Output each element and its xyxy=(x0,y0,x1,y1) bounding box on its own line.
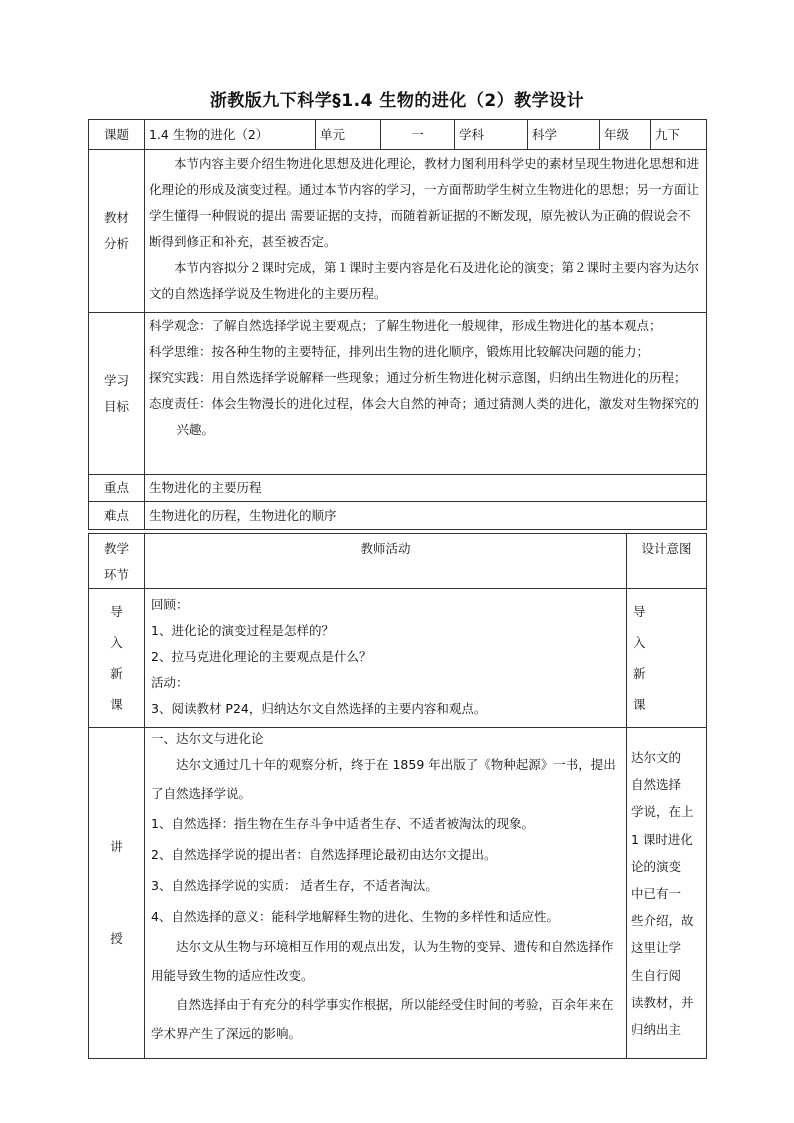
objectives-label: 学习 目标 xyxy=(89,313,145,475)
subject-value: 科学 xyxy=(528,120,600,150)
lecture-item: 4、自然选择的意义：能科学地解释生物的进化、生物的多样性和适应性。 xyxy=(151,909,559,924)
analysis-label: 教材 分析 xyxy=(89,150,145,313)
intro-line: 活动： xyxy=(151,675,189,690)
stage-header: 教学 环节 xyxy=(89,534,145,589)
lecture-heading: 一、达尔文与进化论 xyxy=(151,731,264,746)
analysis-paragraph-1: 本节内容主要介绍生物进化思想及进化理论，教材力图利用科学史的素材呈现生物进化思想和进化理论的形成及演变过程。通过本节内容的学习，一方面帮助学生树立生物进化的思想；另一方面让学生懂得一种假说的提出 需要证据的支持，而随着新证据的不断发现，原先被认为正确的假说会不断得到修正和补充，甚至被否定。 xyxy=(149,156,700,249)
objective-item: 探究实践：用自然选择学说解释一些现象；通过分析生物进化树示意图，归纳出生物进化的历程； xyxy=(149,370,687,385)
unit-value: 一 xyxy=(381,120,455,150)
lecture-item: 2、自然选择学说的提出者：自然选择理论最初由达尔文提出。 xyxy=(151,847,497,862)
unit-label: 单元 xyxy=(316,120,381,150)
lecture-stage: 讲 授 xyxy=(89,728,145,1059)
topic-value: 1.4 生物的进化（2） xyxy=(145,120,316,150)
grade-label: 年级 xyxy=(600,120,651,150)
intro-stage: 导 入 新 课 xyxy=(89,589,145,728)
key-point-label: 重点 xyxy=(89,475,145,502)
intro-line: 1、进化论的演变过程是怎样的？ xyxy=(151,623,334,638)
objective-item: 态度责任：体会生物漫长的进化过程，体会大自然的神奇；通过猜测人类的进化，激发对生物探究的兴趣。 xyxy=(149,396,700,437)
intro-line: 2、拉马克进化理论的主要观点是什么？ xyxy=(151,649,372,664)
subject-label: 学科 xyxy=(455,120,528,150)
intro-intent: 导 入 新 课 xyxy=(627,589,707,728)
key-point-value: 生物进化的主要历程 xyxy=(145,475,707,502)
lecture-item: 1、自然选择：指生物在生存斗争中适者生存、不适者被淘汰的现象。 xyxy=(151,816,534,831)
lesson-info-table xyxy=(88,119,707,530)
objective-item: 科学思维：按各种生物的主要特征，排列出生物的进化顺序，锻炼用比较解决问题的能力； xyxy=(149,344,650,359)
lecture-intent: 达尔文的 自然选择 学说，在上 1 课时进化 论的演变 中已有一 些介绍，故 这里让学 生自行阅 读教材，并 归纳出主 xyxy=(627,728,707,1059)
analysis-paragraph-2: 本节内容拟分２课时完成，第１课时主要内容是化石及进化论的演变；第２课时主要内容为达尔文的自然选择学说及生物进化的主要历程。 xyxy=(149,260,700,301)
teaching-process-table xyxy=(88,533,707,1059)
intro-line: 回顾： xyxy=(151,597,189,612)
difficulty-label: 难点 xyxy=(89,502,145,530)
teacher-activity-header: 教师活动 xyxy=(145,534,627,589)
objective-item: 科学观念：了解自然选择学说主要观点；了解生物进化一般规律，形成生物进化的基本观点； xyxy=(149,318,662,333)
difficulty-value: 生物进化的历程，生物进化的顺序 xyxy=(145,502,707,530)
intro-line: 3、阅读教材 P24，归纳达尔文自然选择的主要内容和观点。 xyxy=(151,701,487,716)
lecture-paragraph: 自然选择由于有充分的科学事实作根据，所以能经受住时间的考验，百余年来在学术界产生了深远的影响。 xyxy=(151,997,614,1041)
design-intent-header: 设计意图 xyxy=(627,534,707,589)
topic-label: 课题 xyxy=(89,120,145,150)
lecture-paragraph: 达尔文通过几十年的观察分析，终于在 1859 年出版了《物种起源》一书，提出了自然选择学说。 xyxy=(151,757,616,801)
lecture-item: 3、自然选择学说的实质： 适者生存，不适者淘汰。 xyxy=(151,878,438,893)
lecture-paragraph: 达尔文从生物与环境相互作用的观点出发，认为生物的变异、遗传和自然选择作用能导致生物的适应性改变。 xyxy=(151,939,614,983)
page-title: 浙教版九下科学§1.4 生物的进化（2）教学设计 xyxy=(209,91,585,111)
grade-value: 九下 xyxy=(651,120,707,150)
